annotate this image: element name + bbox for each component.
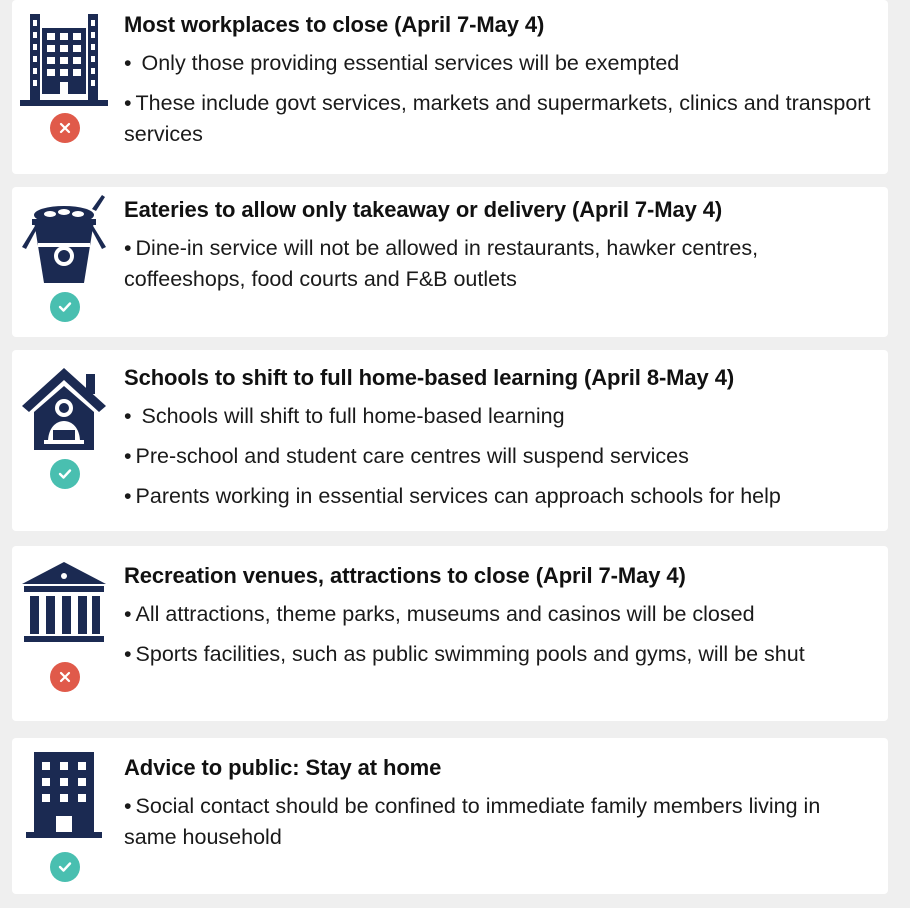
home-learning-icon [16, 364, 112, 460]
bullet-item: • All attractions, theme parks, museums and casinos will be closed [124, 602, 755, 626]
closed-status-icon [50, 662, 80, 692]
eateries-content [124, 196, 878, 295]
bullet-item: • Pre-school and student care centres will suspend services [124, 444, 689, 468]
card-title: Schools to shift to full home-based learning (April 8-May 4) [124, 365, 735, 390]
bullet-item: • Dine-in service will not be allowed in restaurants, hawker centres, coffeeshops, food courts and F&B outlets [124, 236, 759, 291]
bullet-item: • Schools will shift to full home-based learning [124, 404, 565, 428]
apartment-icon [16, 748, 112, 844]
bullet-item: • Parents working in essential services can approach schools for help [124, 484, 781, 508]
office-building-icon [16, 12, 112, 120]
recreation-content [124, 562, 878, 670]
stay-home-card [12, 738, 888, 894]
card-title: Recreation venues, attractions to close (April 7-May 4) [124, 563, 686, 588]
allowed-status-icon [50, 459, 80, 489]
workplaces-card [12, 0, 888, 174]
allowed-status-icon [50, 292, 80, 322]
closed-status-icon [50, 113, 80, 143]
museum-icon [16, 560, 112, 650]
eateries-card [12, 187, 888, 337]
card-title: Eateries to allow only takeaway or delivery (April 7-May 4) [124, 197, 723, 222]
bullet-item: • These include govt services, markets and supermarkets, clinics and transport services [124, 91, 871, 146]
allowed-status-icon [50, 852, 80, 882]
schools-card [12, 350, 888, 531]
card-title: Most workplaces to close (April 7-May 4) [124, 12, 545, 37]
bullet-item: • Only those providing essential services will be exempted [124, 51, 680, 75]
schools-content [124, 364, 878, 512]
takeaway-box-icon [16, 191, 112, 287]
stay-home-content [124, 754, 878, 853]
bullet-item: • Social contact should be confined to immediate family members living in same household [124, 794, 821, 849]
workplaces-content [124, 11, 878, 150]
card-title: Advice to public: Stay at home [124, 755, 442, 780]
recreation-card [12, 546, 888, 721]
bullet-item: • Sports facilities, such as public swimming pools and gyms, will be shut [124, 642, 805, 666]
